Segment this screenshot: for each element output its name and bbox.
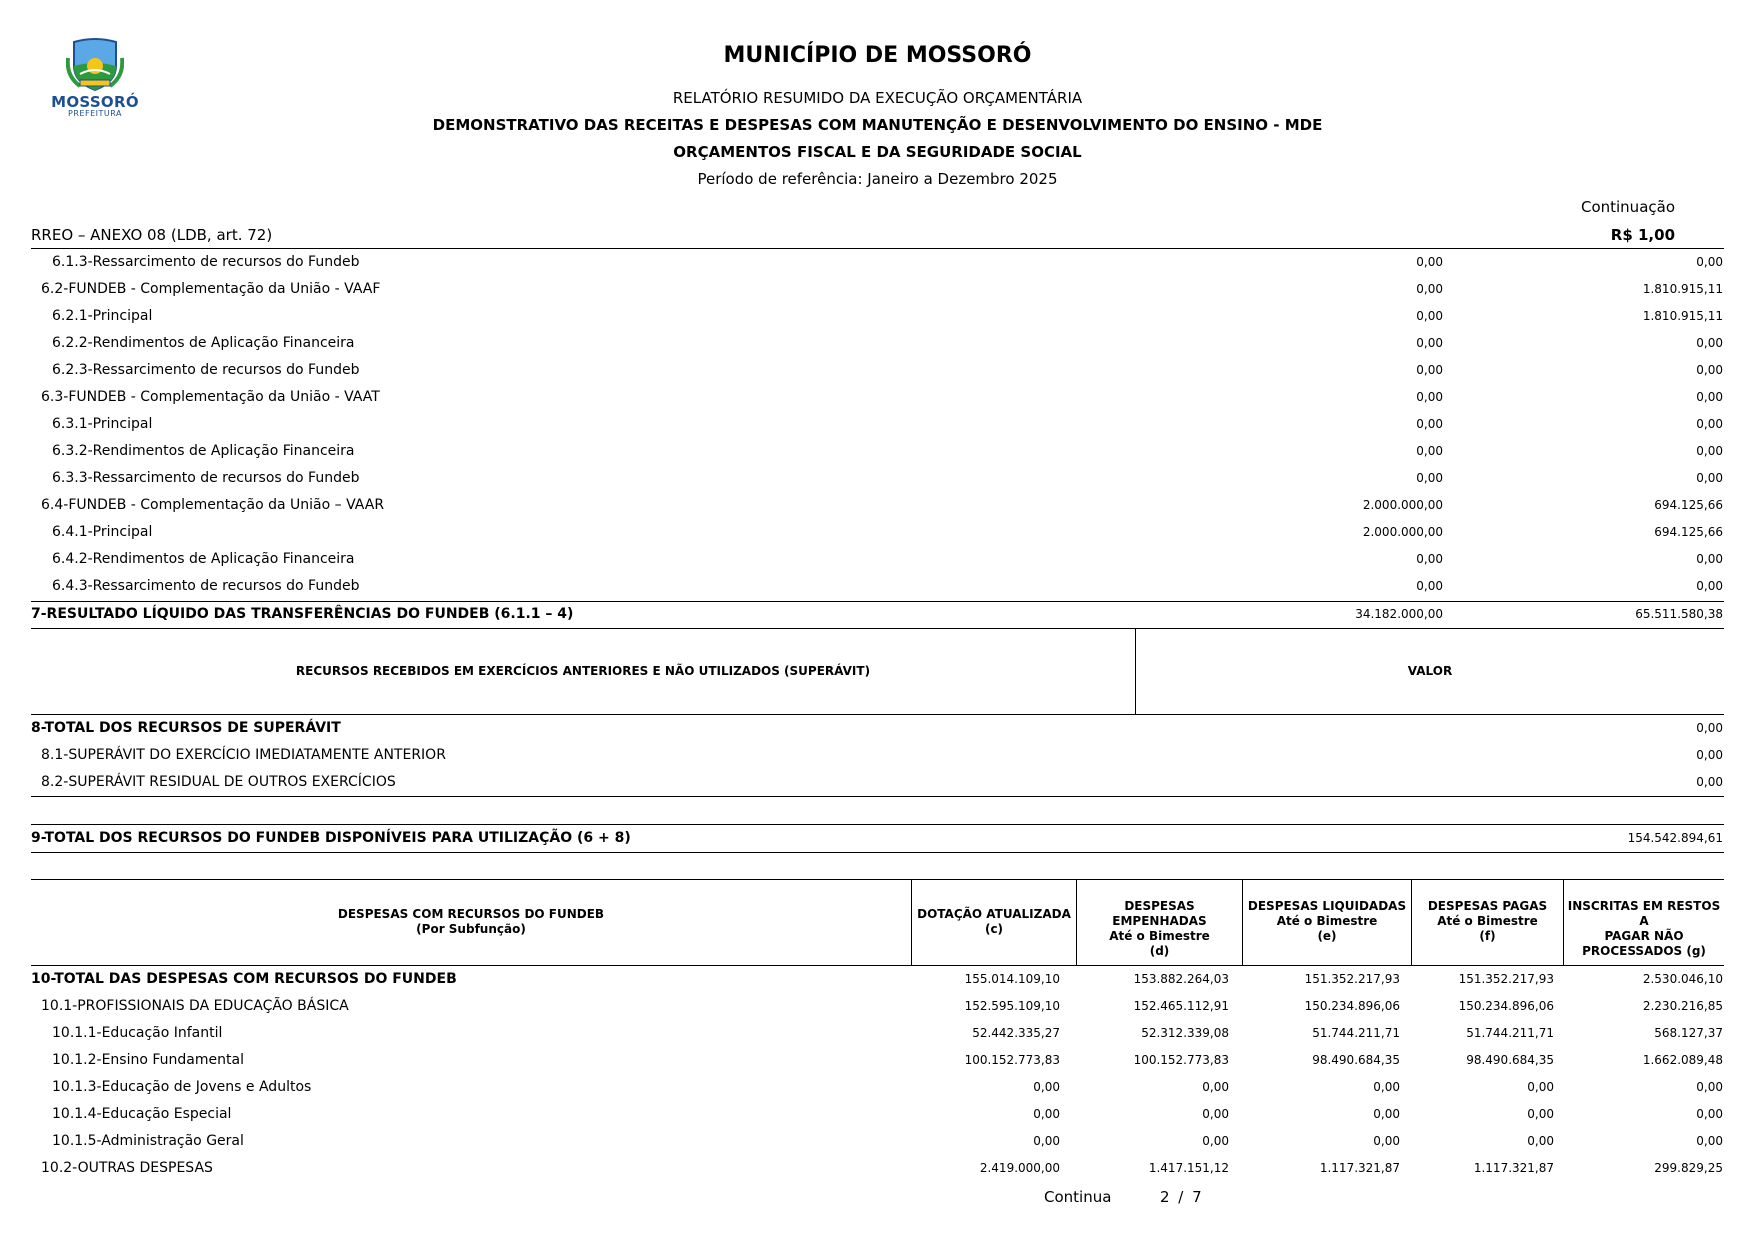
value-f: 0,00 — [1527, 1080, 1554, 1094]
table-row — [31, 330, 1724, 357]
row-label: 10.1-PROFISSIONAIS DA EDUCAÇÃO BÁSICA — [41, 998, 349, 1014]
table-row — [31, 573, 1724, 600]
value-d: 152.465.112,91 — [1133, 999, 1229, 1013]
header-liquidadas — [1243, 899, 1411, 944]
logo-name: MOSSORÓ — [51, 93, 139, 111]
table-row — [31, 465, 1724, 492]
value-f: 1.117.321,87 — [1473, 1161, 1554, 1175]
row-value-a: 0,00 — [1416, 417, 1443, 431]
value-f: 0,00 — [1527, 1134, 1554, 1148]
table-row — [31, 966, 1724, 993]
continuation-label: Continuação — [1580, 198, 1675, 216]
row-label: 10.2-OUTRAS DESPESAS — [41, 1160, 213, 1176]
table-row — [31, 1155, 1724, 1182]
header-line: Até o Bimestre — [1276, 914, 1378, 928]
header-dotacao — [912, 907, 1076, 937]
row-value-a: 0,00 — [1416, 336, 1443, 350]
header-empenhadas — [1077, 899, 1242, 959]
result-row — [31, 601, 1724, 628]
row-value: 154.542.894,61 — [1627, 831, 1723, 845]
divider — [31, 879, 1724, 880]
header-line: (f) — [1479, 929, 1496, 943]
row-value-a: 0,00 — [1416, 390, 1443, 404]
row-label: 8-TOTAL DOS RECURSOS DE SUPERÁVIT — [31, 720, 341, 736]
row-value-b: 0,00 — [1696, 417, 1723, 431]
divider — [31, 628, 1724, 629]
row-value: 0,00 — [1696, 748, 1723, 762]
row-value-b: 1.810.915,11 — [1642, 309, 1723, 323]
row-label: 6.3.2-Rendimentos de Aplicação Financeira — [52, 443, 355, 459]
table-row — [31, 303, 1724, 330]
row-label: 6.3-FUNDEB - Complementação da União - VAAT — [41, 389, 380, 405]
value-f: 0,00 — [1527, 1107, 1554, 1121]
value-g: 0,00 — [1696, 1107, 1723, 1121]
value-g: 1.662.089,48 — [1642, 1053, 1723, 1067]
row-value-b: 0,00 — [1696, 444, 1723, 458]
value-c: 0,00 — [1033, 1134, 1060, 1148]
header-pagas — [1412, 899, 1563, 944]
value-d: 52.312.339,08 — [1141, 1026, 1229, 1040]
value-d: 0,00 — [1202, 1134, 1229, 1148]
table-row — [31, 384, 1724, 411]
row-label: 8.1-SUPERÁVIT DO EXERCÍCIO IMEDIATAMENTE ANTERIOR — [41, 747, 446, 763]
table-row — [31, 519, 1724, 546]
page-number: 2 / 7 — [1160, 1188, 1202, 1206]
disponiveis-row — [31, 825, 1724, 852]
value-f: 51.744.211,71 — [1466, 1026, 1554, 1040]
row-value-a: 2.000.000,00 — [1362, 498, 1443, 512]
continua-label: Continua — [1044, 1188, 1112, 1206]
value-f: 150.234.896,06 — [1458, 999, 1554, 1013]
value-g: 299.829,25 — [1654, 1161, 1723, 1175]
page-title: MUNICÍPIO DE MOSSORÓ — [723, 43, 1032, 68]
row-label: 10.1.4-Educação Especial — [52, 1106, 232, 1122]
value-e: 0,00 — [1373, 1134, 1400, 1148]
row-value-a: 0,00 — [1416, 282, 1443, 296]
header-restos-a-pagar — [1564, 899, 1724, 959]
header-line: Até o Bimestre — [1109, 929, 1210, 943]
table-row — [31, 993, 1724, 1020]
row-value-b: 1.810.915,11 — [1642, 282, 1723, 296]
row-value-a: 0,00 — [1416, 471, 1443, 485]
row-label: 9-TOTAL DOS RECURSOS DO FUNDEB DISPONÍVEIS PARA UTILIZAÇÃO (6 + 8) — [31, 830, 631, 846]
value-f: 151.352.217,93 — [1458, 972, 1554, 986]
row-value-b: 0,00 — [1696, 471, 1723, 485]
table-row — [31, 1074, 1724, 1101]
row-label: 6.4.1-Principal — [52, 524, 153, 540]
table-row — [31, 1128, 1724, 1155]
value-c: 0,00 — [1033, 1107, 1060, 1121]
row-label: 10-TOTAL DAS DESPESAS COM RECURSOS DO FUNDEB — [31, 971, 457, 987]
row-label: 6.3.1-Principal — [52, 416, 153, 432]
table-row — [31, 276, 1724, 303]
value-g: 0,00 — [1696, 1134, 1723, 1148]
value-g: 0,00 — [1696, 1080, 1723, 1094]
row-value-b: 694.125,66 — [1654, 498, 1723, 512]
row-label: 6.2.1-Principal — [52, 308, 153, 324]
row-label: 6.2.3-Ressarcimento de recursos do Fundeb — [52, 362, 360, 378]
row-label: 10.1.5-Administração Geral — [52, 1133, 244, 1149]
value-d: 1.417.151,12 — [1148, 1161, 1229, 1175]
table-row — [31, 742, 1724, 769]
header-line: (Por Subfunção) — [416, 922, 526, 936]
value-e: 150.234.896,06 — [1304, 999, 1400, 1013]
value-c: 152.595.109,10 — [964, 999, 1060, 1013]
orcamentos-title: ORÇAMENTOS FISCAL E DA SEGURIDADE SOCIAL — [673, 143, 1082, 161]
row-value-a: 0,00 — [1416, 309, 1443, 323]
value-d: 0,00 — [1202, 1080, 1229, 1094]
header-line: (e) — [1317, 929, 1337, 943]
header-description — [31, 907, 911, 937]
value-g: 2.530.046,10 — [1642, 972, 1723, 986]
value-c: 155.014.109,10 — [964, 972, 1060, 986]
row-value-b: 0,00 — [1696, 336, 1723, 350]
row-value-a: 0,00 — [1416, 444, 1443, 458]
result-value-b: 65.511.580,38 — [1635, 607, 1723, 621]
row-value-a: 0,00 — [1416, 552, 1443, 566]
header-line: PROCESSADOS (g) — [1582, 944, 1706, 958]
header-line: DESPESAS EMPENHADAS — [1112, 899, 1207, 928]
value-e: 51.744.211,71 — [1312, 1026, 1400, 1040]
value-e: 98.490.684,35 — [1312, 1053, 1400, 1067]
divider — [31, 796, 1724, 797]
row-label: 10.1.1-Educação Infantil — [52, 1025, 223, 1041]
table-row — [31, 1020, 1724, 1047]
row-value-a: 0,00 — [1416, 255, 1443, 269]
row-label: 6.4.3-Ressarcimento de recursos do Fundeb — [52, 578, 360, 594]
result-label: 7-RESULTADO LÍQUIDO DAS TRANSFERÊNCIAS DO FUNDEB (6.1.1 – 4) — [31, 606, 574, 622]
row-label: 6.3.3-Ressarcimento de recursos do Fundeb — [52, 470, 360, 486]
header-line: INSCRITAS EM RESTOS A — [1567, 899, 1721, 928]
row-value-b: 0,00 — [1696, 579, 1723, 593]
logo-subtitle: PREFEITURA — [68, 109, 122, 118]
report-name: RELATÓRIO RESUMIDO DA EXECUÇÃO ORÇAMENTÁRIA — [672, 89, 1083, 107]
row-value-b: 0,00 — [1696, 390, 1723, 404]
value-g: 568.127,37 — [1654, 1026, 1723, 1040]
table-row — [31, 249, 1724, 276]
reference-period: Período de referência: Janeiro a Dezembro 2025 — [697, 170, 1058, 188]
result-value-a: 34.182.000,00 — [1355, 607, 1443, 621]
demonstrativo-title: DEMONSTRATIVO DAS RECEITAS E DESPESAS COM MANUTENÇÃO E DESENVOLVIMENTO DO ENSINO - MDE — [432, 116, 1323, 134]
header-line: DESPESAS COM RECURSOS DO FUNDEB — [337, 907, 605, 921]
table-row — [31, 492, 1724, 519]
table-row — [31, 546, 1724, 573]
table-row — [31, 1047, 1724, 1074]
row-label: 10.1.3-Educação de Jovens e Adultos — [52, 1079, 312, 1095]
row-value-b: 694.125,66 — [1654, 525, 1723, 539]
table-row — [31, 769, 1724, 796]
header-line: PAGAR NÃO — [1604, 929, 1684, 943]
header-line: DOTAÇÃO ATUALIZADA — [917, 907, 1071, 921]
row-label: 8.2-SUPERÁVIT RESIDUAL DE OUTROS EXERCÍCIOS — [41, 774, 396, 790]
header-line: DESPESAS LIQUIDADAS — [1247, 899, 1407, 913]
row-value-a: 0,00 — [1416, 579, 1443, 593]
row-label: 6.2.2-Rendimentos de Aplicação Financeira — [52, 335, 355, 351]
value-f: 98.490.684,35 — [1466, 1053, 1554, 1067]
superavit-header-label: RECURSOS RECEBIDOS EM EXERCÍCIOS ANTERIORES E NÃO UTILIZADOS (SUPERÁVIT) — [295, 664, 871, 678]
row-value: 0,00 — [1696, 721, 1723, 735]
value-c: 52.442.335,27 — [972, 1026, 1060, 1040]
row-label: 6.1.3-Ressarcimento de recursos do Fundeb — [52, 254, 360, 270]
annex-label: RREO – ANEXO 08 (LDB, art. 72) — [31, 226, 273, 244]
value-d: 0,00 — [1202, 1107, 1229, 1121]
row-label: 6.4-FUNDEB - Complementação da União – VAAR — [41, 497, 385, 513]
value-c: 100.152.773,83 — [964, 1053, 1060, 1067]
value-c: 0,00 — [1033, 1080, 1060, 1094]
superavit-header-value: VALOR — [1407, 664, 1453, 678]
table-row — [31, 411, 1724, 438]
value-g: 2.230.216,85 — [1642, 999, 1723, 1013]
header-line: Até o Bimestre — [1437, 914, 1538, 928]
header-line: (d) — [1149, 944, 1170, 958]
row-value-b: 0,00 — [1696, 552, 1723, 566]
row-label: 6.2-FUNDEB - Complementação da União - VAAF — [41, 281, 381, 297]
row-value-a: 2.000.000,00 — [1362, 525, 1443, 539]
superavit-total-row — [31, 715, 1724, 742]
table-row — [31, 438, 1724, 465]
value-e: 151.352.217,93 — [1304, 972, 1400, 986]
header-line: DESPESAS PAGAS — [1427, 899, 1548, 913]
table-row — [31, 1101, 1724, 1128]
value-e: 1.117.321,87 — [1319, 1161, 1400, 1175]
header-line: (c) — [984, 922, 1004, 936]
row-label: 6.4.2-Rendimentos de Aplicação Financeira — [52, 551, 355, 567]
value-c: 2.419.000,00 — [979, 1161, 1060, 1175]
divider — [31, 852, 1724, 853]
row-value-b: 0,00 — [1696, 363, 1723, 377]
value-d: 153.882.264,03 — [1133, 972, 1229, 986]
value-e: 0,00 — [1373, 1107, 1400, 1121]
table-row — [31, 357, 1724, 384]
row-value-a: 0,00 — [1416, 363, 1443, 377]
value-d: 100.152.773,83 — [1133, 1053, 1229, 1067]
row-value: 0,00 — [1696, 775, 1723, 789]
row-value-b: 0,00 — [1696, 255, 1723, 269]
currency-unit: R$ 1,00 — [1610, 226, 1675, 244]
row-label: 10.1.2-Ensino Fundamental — [52, 1052, 244, 1068]
value-e: 0,00 — [1373, 1080, 1400, 1094]
